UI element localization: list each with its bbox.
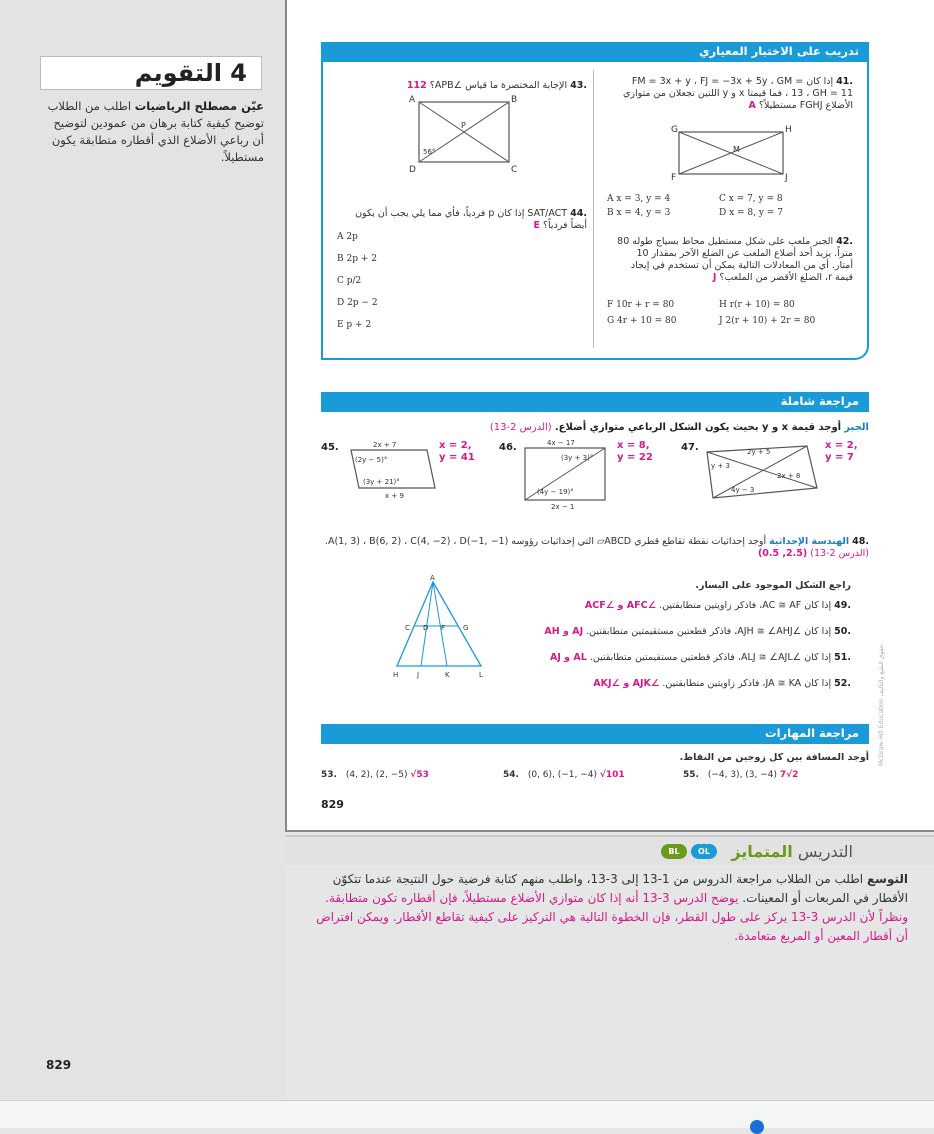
page-number: 829	[321, 798, 344, 811]
q41-text: إذا كان FM = 3x + y ، FJ = −3x + 5y ، GM = 13 ، GH = 11 ، فما قيمتا x و y اللتين تجعلان من متوازي الأضلاع FGHJ مستطيلاً؟	[622, 76, 853, 111]
q42-choice-h: H r(r + 10) = 80	[719, 300, 795, 310]
q45-bottom-label: x + 9	[385, 492, 404, 500]
label-f: F	[671, 173, 677, 182]
question-52	[517, 678, 851, 690]
practice-bar: تدريب على الاختبار المعياري	[321, 42, 869, 62]
algebra-instruction	[321, 422, 869, 434]
q50-answer: AJ و AH	[544, 626, 584, 637]
q53-text: (4, 2), (2, −5)	[345, 770, 408, 780]
algebra-text: أوجد قيمة x و y بحيث يكون الشكل الرباعي متوازي أضلاع.	[554, 422, 842, 433]
q42-choice-g: G 4r + 10 = 80	[607, 316, 677, 326]
question-53	[321, 770, 429, 780]
ol-badge: OL	[691, 844, 717, 859]
q42-choice-j: J 2(r + 10) + 2r = 80	[719, 316, 816, 326]
copyright-text: McGraw-Hill Education حقوق الطبع والتأليف	[878, 644, 885, 766]
q44-number: .44	[570, 208, 587, 219]
q55-text: (−4, 3), (3, −4)	[707, 770, 778, 780]
q47-label-2: y + 3	[711, 462, 730, 470]
q41-choice-d: D x = 8, y = 7	[719, 208, 783, 218]
q47-label-1: 2y + 5	[747, 448, 771, 456]
q45-answer-x: x = 2,	[439, 440, 472, 451]
skills-instruction: أوجد المسافة بين كل زوجين من النقاط.	[679, 752, 869, 763]
q48-answer: (2.5, 0.5)	[757, 548, 808, 559]
rectangle-fghj-figure	[667, 122, 797, 182]
q46-answer-y: y = 22	[617, 452, 653, 463]
extension-text-highlight: يوضح الدرس 3-13 أنه إذا كان متوازي الأضلاع مستطيلاً، فإن أقطاره تكون متطابقة. ونظراً لأن الدرس 3-13 يركز على طول القطر، فإن الخطوة التالية هي التركيز على كيفية تقاطع الأقطار. ويمكن افتراض أن أقطار المعين أو المربع متعامدة.	[316, 891, 908, 943]
algebra-lesson-ref: (الدرس 2-13)	[489, 422, 552, 433]
rectangle-abcd-figure	[405, 92, 525, 176]
q45-number: 45.	[321, 442, 339, 453]
label-c: C	[511, 165, 518, 175]
q52-number: .52	[834, 678, 851, 689]
q44-choice-e: E p + 2	[337, 320, 372, 330]
label-h: H	[785, 125, 792, 135]
q48-number: .48	[852, 536, 869, 547]
q54-answer: √101	[599, 770, 625, 780]
q47-answer-y: y = 7	[825, 452, 854, 463]
q43-number: .43	[570, 80, 587, 91]
q44-text: SAT/ACT إذا كان p فردياً، فأي مما يلي يجب أن يكون أيضاً فردياً؟	[355, 208, 587, 231]
q43-text: الإجابة المختصرة ما قياس ∠APB؟	[429, 80, 568, 91]
q45-angle1-label: (2y − 5)°	[355, 456, 388, 464]
note-text: اطلب من الطلاب توضيح كيفية كتابة برهان من عمودين لتوضيح أن رباعي الأضلاع الذي أقطاره متطابقة يكون مستطيلاً.	[47, 99, 264, 164]
note-heading: عيّن مصطلح الرياضيات	[134, 99, 264, 113]
differentiated-title	[731, 842, 853, 861]
q45-answer	[439, 440, 475, 464]
triangle-label-g: G	[463, 624, 469, 632]
q46-answer	[617, 440, 653, 464]
left-page-number: 829	[46, 1058, 72, 1072]
q52-answer: ∠AJK و ∠AKJ	[593, 678, 660, 689]
q46-number: 46.	[499, 442, 517, 453]
figure-intro: راجع الشكل الموجود على اليسار.	[695, 580, 851, 591]
question-55	[683, 770, 798, 780]
q48-text: أوجد إحداثيات نقطة تقاطع قطري ABCD▱ التي إحداثيات رؤوسه A(1, 3) ، B(6, 2) ، C(4, −2) ، D(−1, −1).	[324, 536, 767, 547]
q42-answer: J	[712, 272, 717, 283]
q53-answer: √53	[410, 770, 429, 780]
question-42	[617, 236, 853, 284]
q46-bottom-label: 2x − 1	[551, 503, 575, 511]
q51-number: .51	[834, 652, 851, 663]
q42-choice-f: F 10r + r = 80	[607, 300, 675, 310]
q51-text: إذا كان ∠ALJ ≅ ∠AJL، فاذكر قطعتين مستقيمتين متطابقتين.	[589, 652, 832, 663]
q51-answer: AL و AJ	[549, 652, 587, 663]
q49-number: .49	[834, 600, 851, 611]
assessment-header	[40, 56, 262, 90]
q44-choice-d: D 2p − 2	[337, 298, 378, 308]
triangle-label-k: K	[445, 671, 450, 679]
q47-diagonal-1	[707, 452, 817, 488]
q47-label-4: 4y − 3	[731, 486, 755, 494]
label-g: G	[671, 125, 678, 135]
q44-choice-c: C p/2	[337, 276, 362, 286]
q45-angle2-label: (3y + 21)°	[363, 478, 400, 486]
triangle-label-l: L	[479, 671, 483, 679]
q45-figure	[341, 436, 441, 504]
q50-number: .50	[834, 626, 851, 637]
q46-angle1-label: (3y + 3)°	[561, 454, 594, 462]
q41-choice-a: A x = 3, y = 4	[607, 194, 671, 204]
extension-paragraph	[310, 870, 908, 946]
q46-answer-x: x = 8,	[617, 440, 650, 451]
triangle-label-c: C	[405, 624, 410, 632]
q41-answer: A	[748, 100, 756, 111]
q45-top-label: 2x + 7	[373, 441, 397, 449]
algebra-label: الجبر	[844, 422, 869, 433]
label-a: A	[409, 95, 416, 105]
triangle-label-d: D	[423, 624, 429, 632]
title-plain: التدريس	[797, 842, 853, 861]
label-b: B	[511, 95, 518, 105]
label-j: J	[785, 173, 788, 182]
q41-choice-b: B x = 4, y = 3	[607, 208, 671, 218]
bl-badge: BL	[661, 844, 687, 859]
question-48	[321, 536, 869, 560]
q46-top-label: 4x − 17	[547, 439, 575, 447]
title-green: المتمايز	[731, 842, 793, 861]
q47-answer-x: x = 2,	[825, 440, 858, 451]
viewer-bottom-bar	[0, 1100, 934, 1128]
label-m: M	[733, 145, 740, 154]
question-41	[617, 76, 853, 112]
question-49	[517, 600, 851, 612]
q46-angle2-label: (4y − 19)°	[537, 488, 574, 496]
math-vocabulary-note	[44, 98, 264, 166]
q48-label: الهندسة الإحداثية	[769, 536, 850, 547]
student-page	[285, 0, 934, 832]
q44-answer: E	[533, 220, 540, 231]
q52-text: إذا كان JA ≅ KA، فاذكر زاويتين متطابقتين.	[662, 678, 832, 689]
q54-number: 54.	[503, 770, 519, 780]
q42-text: الجبر ملعب على شكل مستطيل محاط بسياج طوله 80 متراً. يزيد أحد أضلاع الملعب عن الضلع الآخر بمقدار 10 أمتار. أي من المعادلات التالية يمكن أن تستخدم في إيجاد قيمة r، الضلع الأقصر من الملعب؟	[617, 236, 853, 283]
triangle-label-f: F	[441, 624, 446, 632]
q50-text: إذا كان ∠AJH ≅ ∠AHJ، فاذكر قطعتين مستقيمتين متطابقتين.	[586, 626, 832, 637]
skills-bar: مراجعة المهارات	[321, 724, 869, 744]
q55-answer: 7√2	[779, 770, 799, 780]
q45-answer-y: y = 41	[439, 452, 475, 463]
assessment-title: 4 التقويم	[134, 59, 247, 87]
differentiated-header	[285, 835, 934, 865]
q47-number: 47.	[681, 442, 699, 453]
label-angle: 56°	[423, 148, 436, 156]
scroll-indicator[interactable]	[750, 1120, 764, 1134]
q41-number: .41	[836, 76, 853, 87]
review-bar: مراجعة شاملة	[321, 392, 869, 412]
q48-lesson-ref: (الدرس 2-13)	[810, 548, 869, 559]
triangle-label-a: A	[430, 574, 435, 582]
label-d: D	[409, 165, 416, 175]
q53-number: 53.	[321, 770, 337, 780]
q54-text: (0, 6), (−1, −4)	[527, 770, 598, 780]
q41-choice-c: C x = 7, y = 8	[719, 194, 783, 204]
question-54	[503, 770, 625, 780]
extension-text: اطلب من الطلاب مراجعة الدروس من 1-13 إلى 3-13، واطلب منهم كتابة فرضية حول النتيجة عندما تتكوّن الأقطار في المربعات أو المعينات.	[332, 872, 908, 905]
copyright-side-text	[873, 530, 887, 770]
q55-number: 55.	[683, 770, 699, 780]
q47-label-3: 2x + 8	[777, 472, 801, 480]
triangle-label-h: H	[393, 671, 399, 679]
question-51	[517, 652, 851, 664]
q47-answer	[825, 440, 858, 464]
q44-choice-a: A 2p	[337, 232, 358, 242]
q46-figure	[517, 436, 613, 512]
label-p: P	[461, 121, 466, 130]
question-43	[339, 80, 587, 92]
triangle-figure	[387, 574, 491, 680]
q47-figure	[699, 440, 823, 502]
q44-choice-b: B 2p + 2	[337, 254, 377, 264]
extension-label: التوسع	[866, 872, 908, 886]
q43-answer: 112	[406, 80, 427, 91]
question-50	[517, 626, 851, 638]
column-divider	[593, 70, 594, 348]
triangle-label-j: J	[417, 671, 420, 679]
q49-text: إذا كان AC ≅ AF، فاذكر زاويتين متطابقتين.	[659, 600, 832, 611]
q49-answer: ∠AFC و ∠ACF	[584, 600, 657, 611]
question-44	[339, 208, 587, 232]
q42-number: .42	[836, 236, 853, 247]
